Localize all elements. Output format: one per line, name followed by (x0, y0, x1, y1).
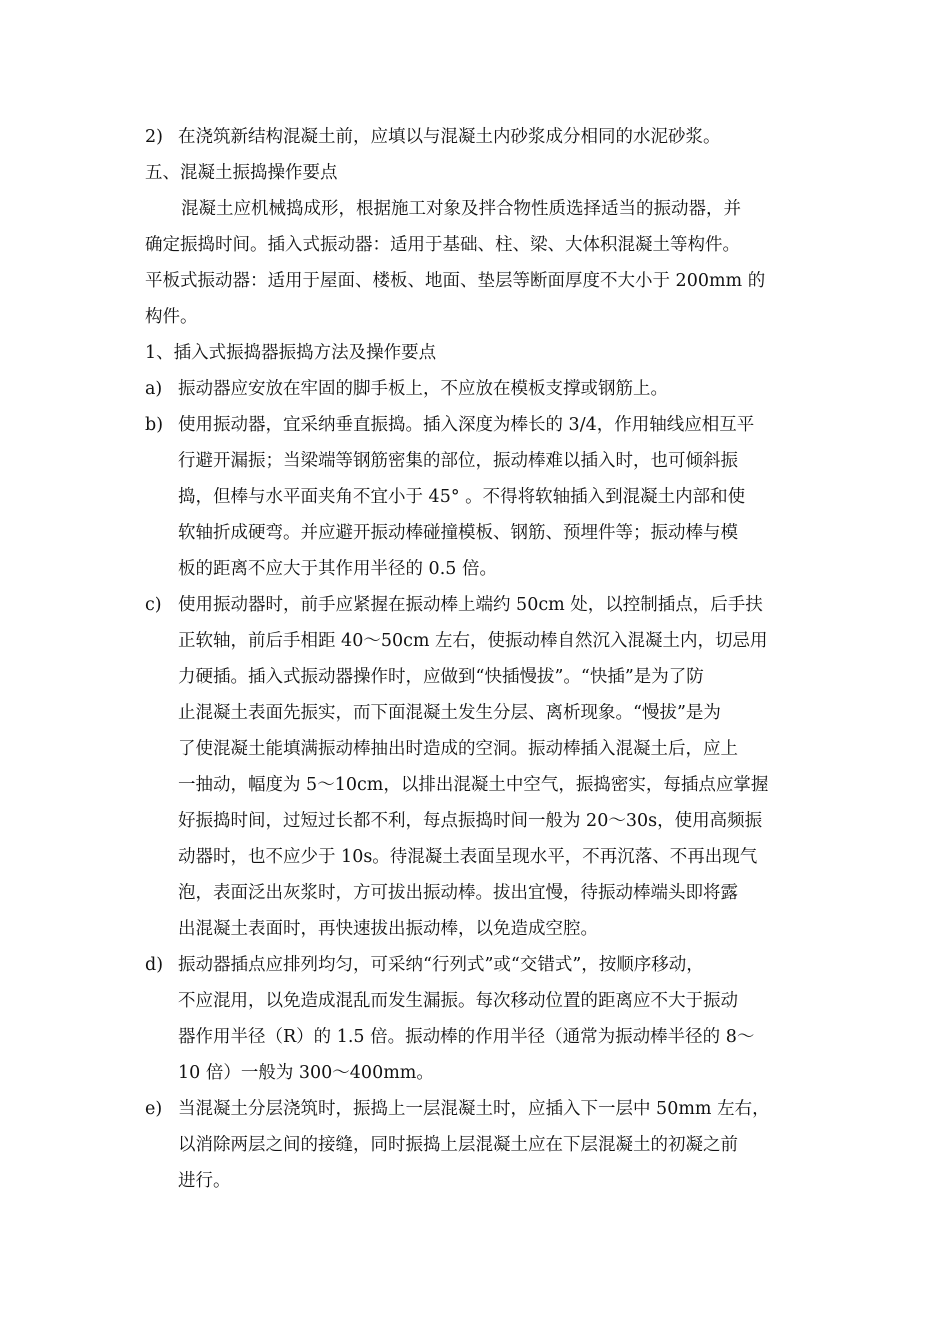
list-item-line: 止混凝土表面先振实，而下面混凝土发生分层、离析现象。“慢拔”是为 (178, 703, 721, 723)
list-marker: c) (145, 595, 162, 615)
list-item-line: 10 倍）一般为 300～400mm。 (178, 1063, 434, 1083)
paragraph-line: 构件。 (145, 307, 198, 327)
list-item-line: 软轴折成硬弯。并应避开振动棒碰撞模板、钢筋、预埋件等；振动棒与模 (178, 523, 738, 543)
list-marker: e) (145, 1099, 163, 1119)
list-item-line: 了使混凝土能填满振动棒抽出时造成的空洞。振动棒插入混凝土后，应上 (178, 739, 738, 759)
list-item-line: 行避开漏振；当梁端等钢筋密集的部位，振动棒难以插入时，也可倾斜振 (178, 451, 738, 471)
list-item-line: 好振捣时间，过短过长都不利，每点振捣时间一般为 20～30s，使用高频振 (178, 811, 763, 831)
subsection-heading: 1、插入式振捣器振捣方法及操作要点 (145, 343, 437, 363)
list-item-line: 板的距离不应大于其作用半径的 0.5 倍。 (178, 559, 497, 579)
list-item-line: 动器时，也不应少于 10s。待混凝土表面呈现水平，不再沉落、不再出现气 (178, 847, 758, 867)
paragraph-line: 混凝土应机械捣成形，根据施工对象及拌合物性质选择适当的振动器，并 (181, 199, 741, 219)
list-item-line: 器作用半径（R）的 1.5 倍。振动棒的作用半径（通常为振动棒半径的 8～ (178, 1027, 755, 1047)
list-item-line: 以消除两层之间的接缝，同时振捣上层混凝土应在下层混凝土的初凝之前 (178, 1135, 738, 1155)
list-item-line: 一抽动，幅度为 5～10cm，以排出混凝土中空气，振捣密实，每插点应掌握 (178, 775, 769, 795)
list-item-2-text: 在浇筑新结构混凝土前，应填以与混凝土内砂浆成分相同的水泥砂浆。 (178, 127, 721, 147)
list-marker: a) (145, 379, 163, 399)
list-item-line: 不应混用，以免造成混乱而发生漏振。每次移动位置的距离应不大于振动 (178, 991, 738, 1011)
list-item-line: 使用振动器时，前手应紧握在振动棒上端约 50cm 处，以控制插点，后手扶 (178, 595, 763, 615)
list-item-line: 振动器插点应排列均匀，可采纳“行列式”或“交错式”，按顺序移动， (178, 955, 704, 975)
paragraph-line: 确定振捣时间。插入式振动器：适用于基础、柱、梁、大体积混凝土等构件。 (145, 235, 740, 255)
list-item-line: 力硬插。插入式振动器操作时，应做到“快插慢拔”。“快插”是为了防 (178, 667, 704, 687)
list-marker: b) (145, 415, 164, 435)
list-item-line: 捣，但棒与水平面夹角不宜小于 45° 。不得将软轴插入到混凝土内部和使 (178, 487, 746, 507)
list-item-line: 出混凝土表面时，再快速拔出振动棒，以免造成空腔。 (178, 919, 598, 939)
list-marker: d) (145, 955, 164, 975)
paragraph-line: 平板式振动器：适用于屋面、楼板、地面、垫层等断面厚度不大小于 200mm 的 (145, 271, 766, 291)
list-item-line: 振动器应安放在牢固的脚手板上，不应放在模板支撑或钢筋上。 (178, 379, 668, 399)
list-item-line: 进行。 (178, 1171, 231, 1191)
section-heading: 五、混凝土振捣操作要点 (145, 163, 338, 183)
list-marker-2: 2) (145, 127, 163, 147)
list-item-line: 泡，表面泛出灰浆时，方可拔出振动棒。拔出宜慢，待振动棒端头即将露 (178, 883, 738, 903)
list-item-line: 使用振动器，宜采纳垂直振捣。插入深度为棒长的 3/4，作用轴线应相互平 (178, 415, 755, 435)
list-item-line: 正软轴，前后手相距 40～50cm 左右，使振动棒自然沉入混凝土内，切忌用 (178, 631, 768, 651)
list-item-line: 当混凝土分层浇筑时，振捣上一层混凝土时，应插入下一层中 50mm 左右， (178, 1099, 770, 1119)
